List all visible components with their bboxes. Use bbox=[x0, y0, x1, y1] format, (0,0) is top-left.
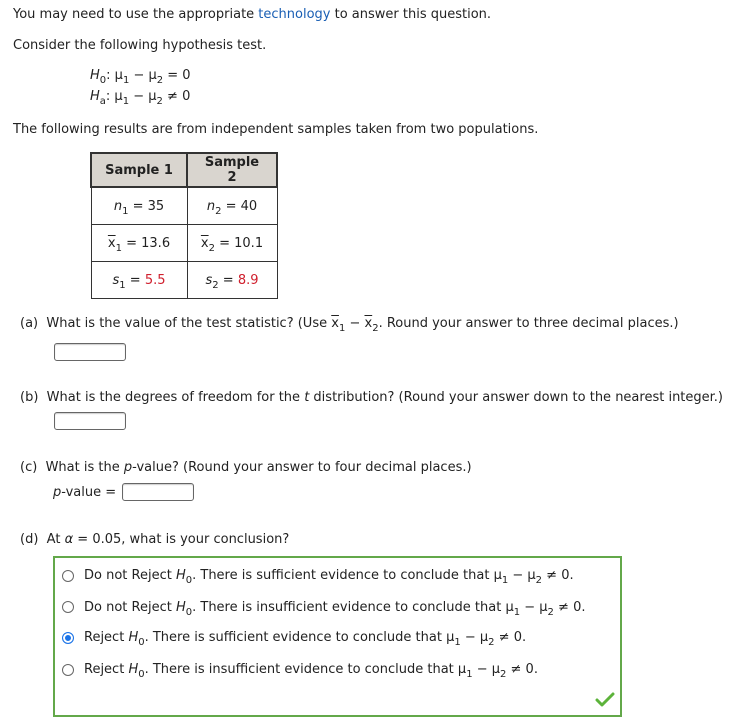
option-2-label[interactable]: Do not Reject $H_0$. There is insufficient evidence to conclude that $\mu_1 - \mu_2 \ne 0$. bbox=[84, 600, 586, 618]
null-hypothesis: $H_0$: $\mu_1 - \mu_2 = 0$ bbox=[90, 68, 191, 86]
p-value-input[interactable] bbox=[122, 483, 194, 501]
x2-cell: $\overline{x}_2 = 10.1$ bbox=[187, 225, 277, 262]
option-3-label[interactable]: Reject $H_0$. There is sufficient evidence to conclude that $\mu_1 - \mu_2 \ne 0$. bbox=[84, 630, 527, 648]
question-b: (b) What is the degrees of freedom for the t distribution? (Round your answer down to the nearest integer.) bbox=[20, 390, 724, 405]
option-4-radio[interactable] bbox=[62, 664, 74, 676]
option-2-radio[interactable] bbox=[62, 601, 74, 613]
option-3-radio[interactable] bbox=[62, 632, 74, 644]
results-text: The following results are from independent samples taken from two populations. bbox=[13, 122, 539, 137]
intro-text: You may need to use the appropriate technology to answer this question. bbox=[13, 7, 492, 22]
question-a: (a) What is the value of the test statistic? (Use $\overline{x}_1 - \overline{x}_2$. Round your answer to three decimal places.) bbox=[20, 316, 679, 334]
question-d: (d) At α = 0.05, what is your conclusion? bbox=[20, 532, 290, 547]
test-statistic-input[interactable] bbox=[54, 343, 126, 361]
question-c: (c) What is the p-value? (Round your answer to four decimal places.) bbox=[20, 460, 472, 475]
p-value-label: p-value = bbox=[53, 485, 117, 500]
header-sample-2: Sample 2 bbox=[187, 153, 277, 187]
x1-cell: $\overline{x}_1 = 13.6$ bbox=[91, 225, 187, 262]
n1-cell: $n_1 = 35$ bbox=[91, 187, 187, 225]
option-4-label[interactable]: Reject $H_0$. There is insufficient evidence to conclude that $\mu_1 - \mu_2 \ne 0$. bbox=[84, 662, 538, 680]
technology-link[interactable]: technology bbox=[258, 7, 331, 22]
n2-cell: $n_2 = 40$ bbox=[187, 187, 277, 225]
alternative-hypothesis: $H_a$: $\mu_1 - \mu_2 \ne 0$ bbox=[90, 89, 191, 107]
option-1-radio[interactable] bbox=[62, 570, 74, 582]
sample-table bbox=[90, 152, 278, 299]
s2-cell: $s_2 = 8.9$ bbox=[187, 262, 277, 299]
consider-text: Consider the following hypothesis test. bbox=[13, 38, 267, 53]
degrees-of-freedom-input[interactable] bbox=[54, 412, 126, 430]
option-1-label[interactable]: Do not Reject $H_0$. There is sufficient evidence to conclude that $\mu_1 - \mu_2 \ne 0$. bbox=[84, 568, 574, 586]
correct-check-icon bbox=[595, 692, 615, 708]
header-sample-1: Sample 1 bbox=[91, 153, 187, 187]
s1-cell: $s_1 = 5.5$ bbox=[91, 262, 187, 299]
